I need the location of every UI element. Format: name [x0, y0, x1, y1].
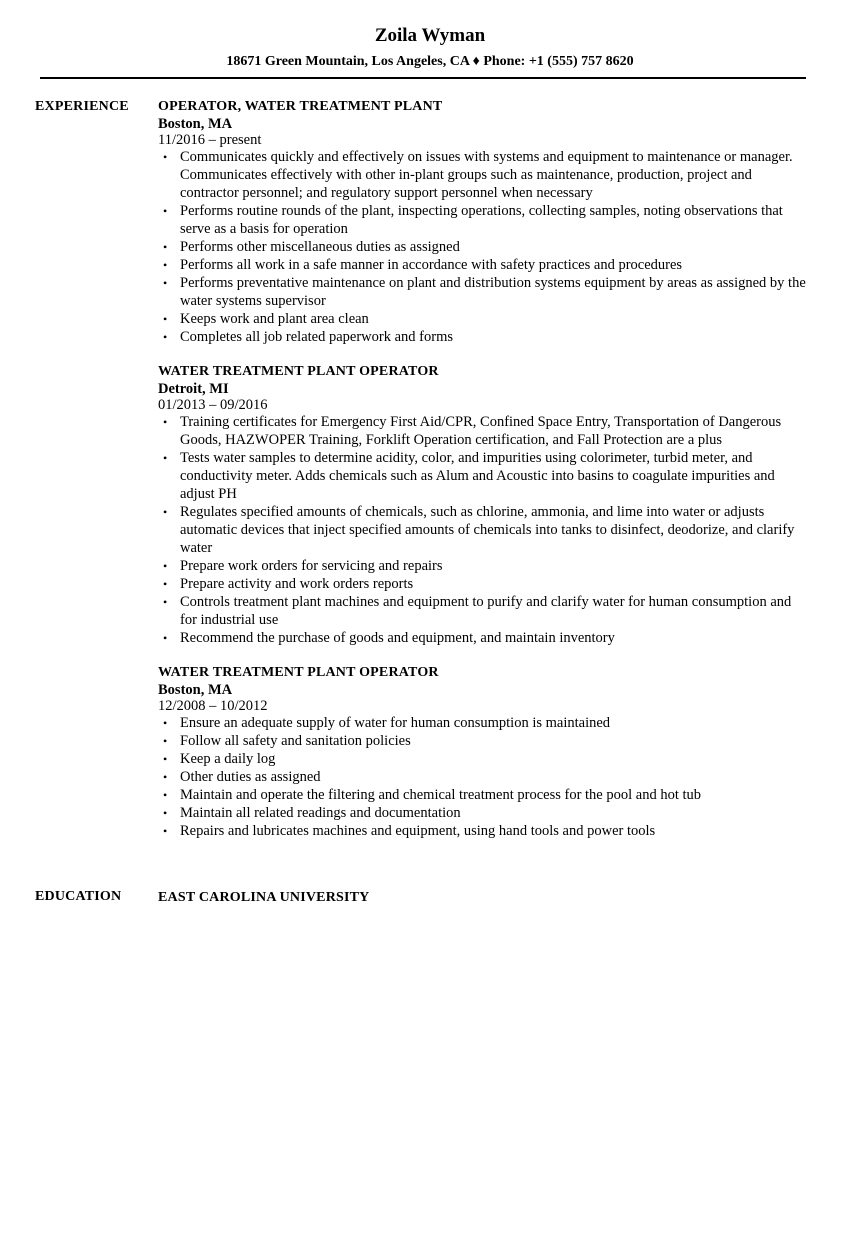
job-location: Boston, MA	[158, 116, 233, 132]
school-name: EAST CAROLINA UNIVERSITY	[158, 890, 370, 905]
section-label-experience: EXPERIENCE	[35, 99, 129, 114]
bullet-item: • Maintain all related readings and documentation	[158, 804, 808, 822]
bullet-item: • Recommend the purchase of goods and equipment, and maintain inventory	[158, 629, 808, 647]
bullet-item: • Completes all job related paperwork and forms	[158, 328, 808, 346]
job-entry	[158, 363, 808, 647]
job-bullets	[158, 714, 808, 840]
job-bullets	[158, 413, 808, 647]
resume-header	[0, 24, 860, 71]
bullet-item: • Other duties as assigned	[158, 768, 808, 786]
job-title: WATER TREATMENT PLANT OPERATOR	[158, 364, 439, 379]
section-label-education: EDUCATION	[35, 889, 122, 904]
bullet-item: • Prepare work orders for servicing and repairs	[158, 557, 808, 575]
bullet-item: • Performs all work in a safe manner in accordance with safety practices and procedures	[158, 256, 808, 274]
education-list	[158, 888, 808, 907]
job-entry	[158, 664, 808, 840]
bullet-item: • Tests water samples to determine acidity, color, and impurities using colorimeter, turbid meter, and conductivity meter. Adds chemicals such as Alum and Acoustic into basins to coagulate impurities and adjust PH	[158, 449, 808, 503]
bullet-item: • Follow all safety and sanitation policies	[158, 732, 808, 750]
job-bullets	[158, 148, 808, 346]
job-dates: 12/2008 – 10/2012	[158, 698, 268, 714]
bullet-item: • Training certificates for Emergency First Aid/CPR, Confined Space Entry, Transportation of Dangerous Goods, HAZWOPER Training, Forklift Operation certification, and Fall Protection are a plus	[158, 413, 808, 449]
job-location: Detroit, MI	[158, 381, 229, 397]
contact-line: 18671 Green Mountain, Los Angeles, CA ♦ Phone: +1 (555) 757 8620	[226, 54, 634, 69]
bullet-item: • Prepare activity and work orders reports	[158, 575, 808, 593]
bullet-item: • Ensure an adequate supply of water for human consumption is maintained	[158, 714, 808, 732]
bullet-item: • Communicates quickly and effectively on issues with systems and equipment to maintenance or manager. Communicates effectively with other in-plant groups such as maintenance, production, project and contractor personnel; and regulatory support personnel when necessary	[158, 148, 808, 202]
bullet-item: • Maintain and operate the filtering and chemical treatment process for the pool and hot tub	[158, 786, 808, 804]
bullet-item: • Performs preventative maintenance on plant and distribution systems equipment by areas as assigned by the water systems supervisor	[158, 274, 808, 310]
candidate-name: Zoila Wyman	[374, 25, 486, 46]
bullet-item: • Keep a daily log	[158, 750, 808, 768]
bullet-item: • Performs routine rounds of the plant, inspecting operations, collecting samples, noting observations that serve as a basis for operation	[158, 202, 808, 238]
bullet-item: • Performs other miscellaneous duties as assigned	[158, 238, 808, 256]
header-divider	[40, 77, 806, 79]
job-entry	[158, 98, 808, 346]
job-dates: 11/2016 – present	[158, 132, 262, 148]
experience-list	[158, 98, 808, 857]
job-title: OPERATOR, WATER TREATMENT PLANT	[158, 99, 443, 114]
bullet-item: • Controls treatment plant machines and equipment to purify and clarify water for human consumption and for industrial use	[158, 593, 808, 629]
bullet-item: • Keeps work and plant area clean	[158, 310, 808, 328]
bullet-item: • Repairs and lubricates machines and equipment, using hand tools and power tools	[158, 822, 808, 840]
job-dates: 01/2013 – 09/2016	[158, 397, 268, 413]
job-title: WATER TREATMENT PLANT OPERATOR	[158, 665, 439, 680]
job-location: Boston, MA	[158, 682, 233, 698]
bullet-item: • Regulates specified amounts of chemicals, such as chlorine, ammonia, and lime into water or adjusts automatic devices that inject specified amounts of chemicals into tanks to disinfect, deodorize, and clarify water	[158, 503, 808, 557]
